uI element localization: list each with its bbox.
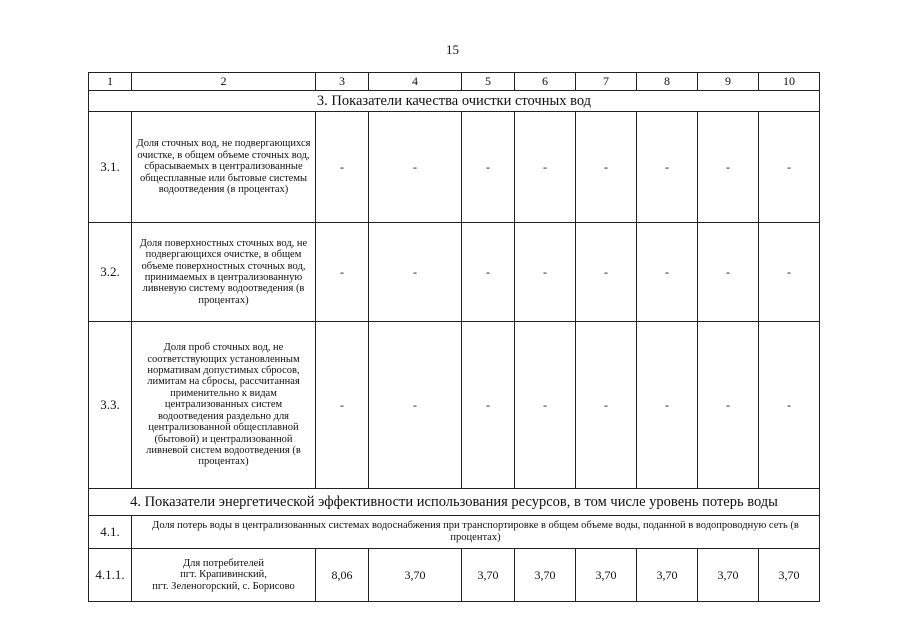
row-value: - xyxy=(369,322,462,489)
row-number: 4.1.1. xyxy=(89,549,132,602)
page-number: 15 xyxy=(446,42,459,57)
column-header: 4 xyxy=(369,73,462,91)
row-value: - xyxy=(637,112,698,223)
column-header: 2 xyxy=(132,73,316,91)
row-description-line: пгт. Крапивинский, xyxy=(180,569,267,581)
row-value: - xyxy=(698,322,759,489)
row-number: 3.1. xyxy=(89,112,132,223)
row-number: 4.1. xyxy=(89,516,132,549)
row-value: - xyxy=(759,112,820,223)
row-description xyxy=(132,549,316,602)
row-value: 3,70 xyxy=(759,549,820,602)
row-number: 3.2. xyxy=(89,223,132,322)
row-value: 8,06 xyxy=(316,549,369,602)
section-3-header-row xyxy=(89,91,820,112)
row-value: - xyxy=(316,112,369,223)
row-value: 3,70 xyxy=(515,549,576,602)
table-row xyxy=(89,223,820,322)
indicators-table xyxy=(88,72,820,602)
section-4-title: 4. Показатели энергетической эффективности использования ресурсов, в том числе уровень потерь воды xyxy=(89,489,820,516)
column-header: 5 xyxy=(462,73,515,91)
column-header-row xyxy=(89,73,820,91)
row-value: - xyxy=(515,112,576,223)
row-value: 3,70 xyxy=(462,549,515,602)
row-value: 3,70 xyxy=(576,549,637,602)
row-value: 3,70 xyxy=(637,549,698,602)
column-header: 10 xyxy=(759,73,820,91)
row-value: - xyxy=(316,223,369,322)
row-description-line: Для потребителей xyxy=(183,557,264,569)
row-description: Доля потерь воды в централизованных системах водоснабжения при транспортировке в общем объеме воды, поданной в водопроводную сеть (в процентах) xyxy=(132,516,820,549)
row-value: - xyxy=(462,322,515,489)
table-row xyxy=(89,322,820,489)
section-4-header-row xyxy=(89,489,820,516)
row-description: Доля проб сточных вод, не соответствующих установленным нормативам допустимых сбросов, лимитам на сбросы, рассчитанная применительно к видам централизованных систем водоотведения раздельно для централизованной общесплавной (бытовой) и централизованной ливневой систем водоотведения (в процентах) xyxy=(132,322,316,489)
column-header: 8 xyxy=(637,73,698,91)
row-value: - xyxy=(515,322,576,489)
row-value: - xyxy=(637,322,698,489)
section-3-title: 3. Показатели качества очистки сточных вод xyxy=(89,91,820,112)
column-header: 1 xyxy=(89,73,132,91)
row-number: 3.3. xyxy=(89,322,132,489)
table-row xyxy=(89,112,820,223)
column-header: 6 xyxy=(515,73,576,91)
row-value: - xyxy=(462,112,515,223)
row-value: - xyxy=(369,223,462,322)
row-value: - xyxy=(515,223,576,322)
column-header: 9 xyxy=(698,73,759,91)
row-value: 3,70 xyxy=(698,549,759,602)
row-description: Доля поверхностных сточных вод, не подвергающихся очистке, в общем объеме поверхностных сточных вод, принимаемых в централизованную ливневую систему водоотведения (в процентах) xyxy=(132,223,316,322)
column-header: 7 xyxy=(576,73,637,91)
table-row xyxy=(89,549,820,602)
row-value: - xyxy=(759,322,820,489)
row-value: - xyxy=(576,322,637,489)
row-description-line: пгт. Зеленогорский, с. Борисово xyxy=(152,580,295,592)
column-header: 3 xyxy=(316,73,369,91)
row-value: - xyxy=(576,112,637,223)
row-value: - xyxy=(698,112,759,223)
row-value: - xyxy=(698,223,759,322)
row-value: - xyxy=(316,322,369,489)
row-value: - xyxy=(462,223,515,322)
row-value: - xyxy=(369,112,462,223)
row-value: - xyxy=(576,223,637,322)
table-row xyxy=(89,516,820,549)
row-value: - xyxy=(637,223,698,322)
row-value: - xyxy=(759,223,820,322)
row-description: Доля сточных вод, не подвергающихся очистке, в общем объеме сточных вод, сбрасываемых в централизованные общесплавные или бытовые системы водоотведения (в процентах) xyxy=(132,112,316,223)
row-value: 3,70 xyxy=(369,549,462,602)
